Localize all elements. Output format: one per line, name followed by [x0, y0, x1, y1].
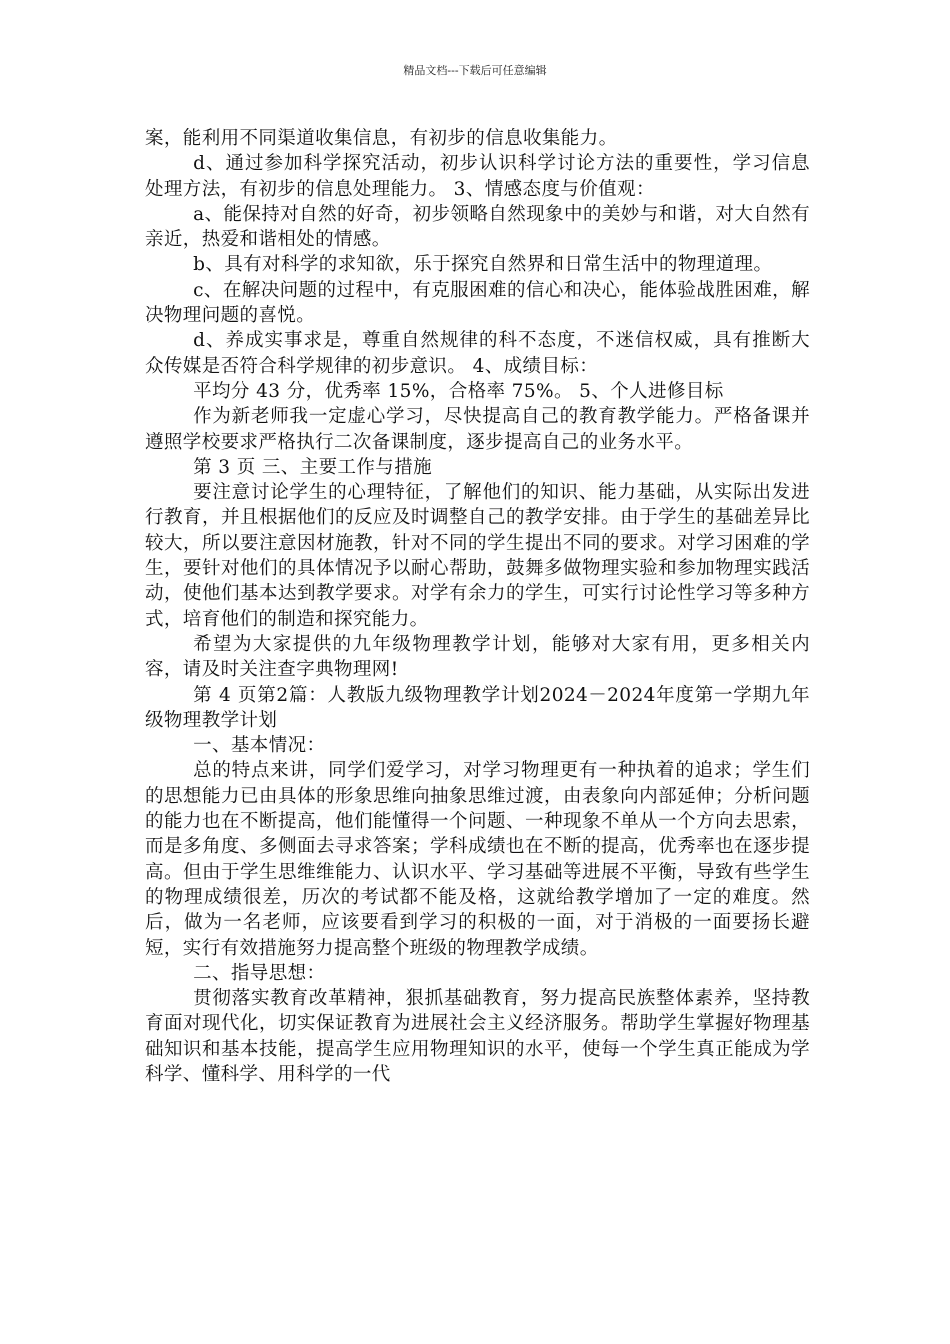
paragraph: 作为新老师我一定虚心学习，尽快提高自己的教育教学能力。严格备课并遵照学校要求严格执行二次备课制度，逐步提高自己的业务水平。 — [145, 406, 810, 453]
paragraph: d、通过参加科学探究活动，初步认识科学讨论方法的重要性，学习信息处理方法，有初步的信息处理能力。 3、情感态度与价值观： — [145, 153, 810, 200]
paragraph: a、能保持对自然的好奇，初步领略自然现象中的美妙与和谐，对大自然有亲近，热爱和谐相处的情感。 — [145, 203, 810, 251]
paragraph: 贯彻落实教育改革精神，狠抓基础教育，努力提高民族整体素养，坚持教育面对现代化，切实保证教育为进展社会主义经济服务。帮助学生掌握好物理基础知识和基本技能，提高学生应用物理知识的水平，使每一个学生真正能成为学科学、懂科学、用科学的一代 — [145, 988, 810, 1085]
document-body — [145, 126, 810, 1087]
paragraph: 希望为大家提供的九年级物理教学计划，能够对大家有用，更多相关内容，请及时关注查字典物理网! — [145, 633, 810, 681]
paragraph: 总的特点来讲，同学们爱学习，对学习物理更有一种执着的追求；学生们的思想能力已由具体的形象思维向抽象思维过渡，由表象向内部延伸；分析问题的能力也在不断提高，他们能懂得一个问题、一种现象不单从一个方向去思索，而是多角度、多侧面去寻求答案；学科成绩也在不断的提高，优秀率也在逐步提高。但由于学生思维维能力、认识水平、学习基础等进展不平衡，导致有些学生的物理成绩很差，历次的考试都不能及格，这就给教学增加了一定的难度。然后，做为一名老师，应该要看到学习的积极的一面，对于消极的一面要扬长避短，实行有效措施努力提高整个班级的物理教学成绩。 — [145, 760, 810, 959]
page-marker-heading: 第 3 页 三、主要工作与措施 — [193, 456, 433, 478]
paragraph: 要注意讨论学生的心理特征，了解他们的知识、能力基础，从实际出发进行教育，并且根据他们的反应及时调整自己的教学安排。由于学生的基础差异比较大，所以要注意因材施教，针对不同的学生提出不同的要求。对学习困难的学生，要针对他们的具体情况予以耐心帮助，鼓舞多做物理实验和参加物理实践活动，使他们基本达到教学要求。对学有余力的学生，可实行讨论性学习等多种方式，培育他们的制造和探究能力。 — [145, 482, 810, 630]
paragraph: b、具有对科学的求知欲，乐于探究自然界和日常生活中的物理道理。 — [193, 254, 773, 276]
paragraph: d、养成实事求是，尊重自然规律的科不态度，不迷信权威，具有推断大众传媒是否符合科学规律的初步意识。 4、成绩目标： — [145, 330, 810, 377]
section-heading: 二、指导思想： — [193, 962, 326, 984]
paragraph: c、在解决问题的过程中，有克服困难的信心和决心，能体验战胜困难，解决物理问题的喜悦。 — [145, 279, 810, 327]
section-heading: 一、基本情况： — [193, 735, 326, 757]
page-marker-heading: 第 4 页第2篇：人教版九级物理教学计划2024－2024年度第一学期九年级物理教学计划 — [145, 684, 810, 731]
page-header: 精品文档---下载后可任意编辑 — [403, 64, 547, 77]
paragraph: 平均分 43 分，优秀率 15%，合格率 75%。 5、个人进修目标 — [193, 380, 724, 402]
paragraph: 案，能利用不同渠道收集信息，有初步的信息收集能力。 — [145, 128, 618, 149]
